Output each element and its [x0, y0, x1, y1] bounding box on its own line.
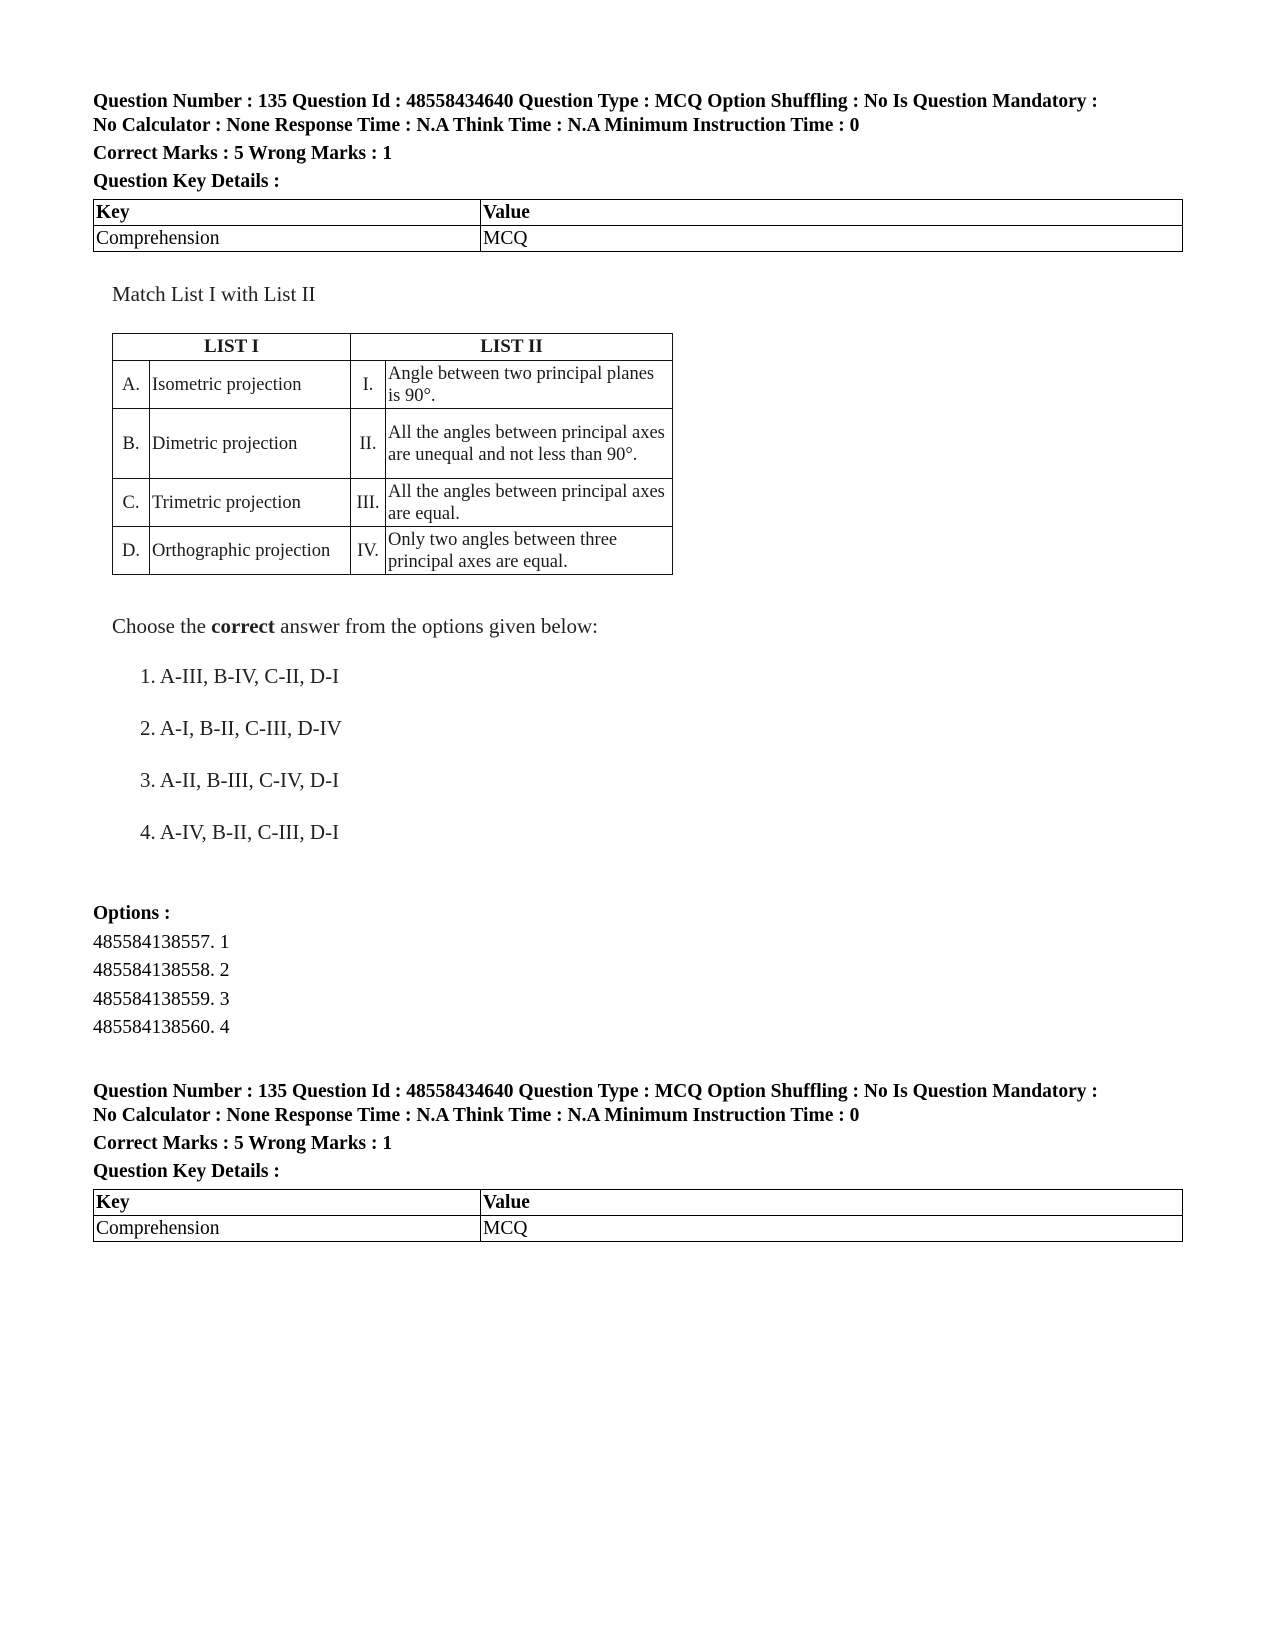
list2-item: All the angles between principal axes are unequal and not less than 90°.: [386, 409, 673, 479]
table-header-row: [94, 1190, 1183, 1216]
value-header: Value: [481, 1190, 1183, 1216]
question-content: [93, 268, 733, 878]
answer-choice: 3. A-II, B-III, C-IV, D-I: [140, 768, 340, 792]
choose-pre: Choose the: [112, 614, 212, 638]
key-details-label: Question Key Details :: [93, 1161, 280, 1182]
list2-item: All the angles between principal axes are equal.: [386, 479, 673, 527]
marks-line: Correct Marks : 5 Wrong Marks : 1: [93, 1133, 393, 1154]
table-header-row: [94, 200, 1183, 226]
row-label: A.: [113, 361, 150, 409]
value-cell: MCQ: [481, 226, 1183, 252]
key-header: Key: [94, 200, 481, 226]
answer-choice: 4. A-IV, B-II, C-III, D-I: [140, 820, 340, 844]
match-row: [113, 361, 673, 409]
list1-item: Orthographic projection: [150, 527, 351, 575]
meta-line-2: No Calculator : None Response Time : N.A Think Time : N.A Minimum Instruction Time : 0: [93, 115, 860, 136]
roman-numeral: II.: [351, 409, 386, 479]
option-item: 485584138558. 2: [93, 960, 230, 981]
list2-header: LIST II: [351, 334, 673, 361]
answer-choice: 1. A-III, B-IV, C-II, D-I: [140, 664, 340, 688]
row-label: B.: [113, 409, 150, 479]
meta-line-2: No Calculator : None Response Time : N.A Think Time : N.A Minimum Instruction Time : 0: [93, 1105, 860, 1126]
key-cell: Comprehension: [94, 226, 481, 252]
option-item: 485584138559. 3: [93, 988, 230, 1010]
key-header: Key: [94, 1190, 481, 1216]
meta-line-1: Question Number : 135 Question Id : 48558434640 Question Type : MCQ Option Shuffling : No Is Question Mandatory :: [93, 1081, 1098, 1102]
question-header-2: [93, 1080, 1183, 1242]
roman-numeral: III.: [351, 479, 386, 527]
options-list: [93, 900, 230, 1043]
choose-bold: correct: [211, 614, 275, 638]
list1-item: Trimetric projection: [150, 479, 351, 527]
table-row: [94, 1216, 1183, 1242]
option-item: 485584138560. 4: [93, 1017, 230, 1038]
value-cell: MCQ: [481, 1216, 1183, 1242]
answer-choice: 2. A-I, B-II, C-III, D-IV: [140, 716, 342, 740]
list2-item: Angle between two principal planes is 90°.: [386, 361, 673, 409]
key-details-table: [93, 1189, 1183, 1242]
question-header-1: [93, 90, 1183, 252]
options-label: Options :: [93, 903, 171, 924]
marks-line: Correct Marks : 5 Wrong Marks : 1: [93, 143, 393, 164]
match-table: [112, 333, 673, 575]
meta-line-1: Question Number : 135 Question Id : 48558434640 Question Type : MCQ Option Shuffling : No Is Question Mandatory :: [93, 91, 1098, 112]
match-header-row: [113, 334, 673, 361]
key-details-label: Question Key Details :: [93, 171, 280, 192]
question-intro: Match List I with List II: [112, 282, 316, 306]
match-row: [113, 409, 673, 479]
option-item: 485584138557. 1: [93, 931, 230, 953]
value-header: Value: [481, 200, 1183, 226]
row-label: D.: [113, 527, 150, 575]
match-row: [113, 527, 673, 575]
roman-numeral: I.: [351, 361, 386, 409]
list1-item: Isometric projection: [150, 361, 351, 409]
match-row: [113, 479, 673, 527]
table-row: [94, 226, 1183, 252]
choose-instruction: [112, 614, 598, 639]
list1-header: LIST I: [113, 334, 351, 361]
list2-item: Only two angles between three principal axes are equal.: [386, 527, 673, 575]
list1-item: Dimetric projection: [150, 409, 351, 479]
roman-numeral: IV.: [351, 527, 386, 575]
choose-post: answer from the options given below:: [274, 614, 598, 638]
key-details-table: [93, 199, 1183, 252]
row-label: C.: [113, 479, 150, 527]
key-cell: Comprehension: [94, 1216, 481, 1242]
